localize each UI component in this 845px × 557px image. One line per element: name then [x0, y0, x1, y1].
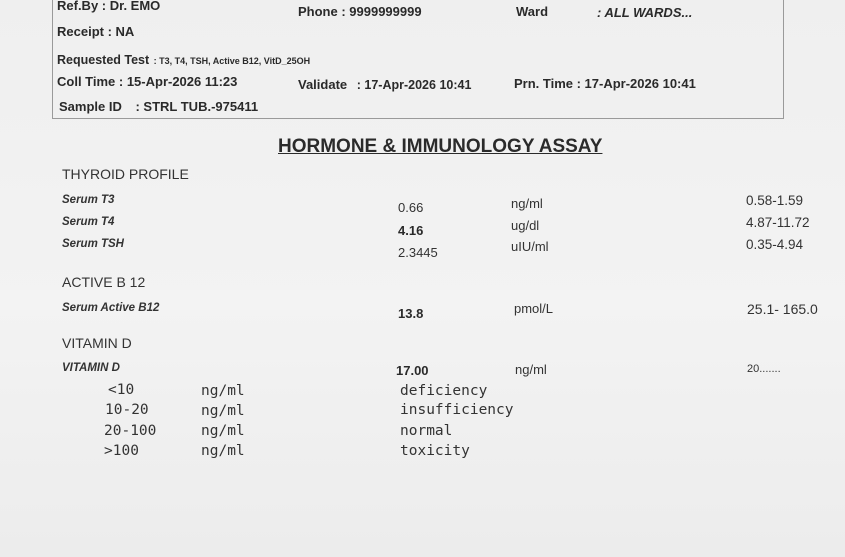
coll-time: Coll Time : 15-Apr-2026 11:23 — [57, 74, 238, 89]
phone: Phone : 9999999999 — [298, 4, 422, 19]
interp-range: >100 — [104, 443, 139, 459]
test-unit: pmol/L — [514, 301, 554, 316]
interp-unit: ng/ml — [201, 403, 245, 419]
receipt: Receipt : NA — [57, 24, 135, 39]
section-heading-thyroid: THYROID PROFILE — [62, 166, 189, 182]
test-ref-range: 0.35-4.94 — [746, 237, 804, 252]
sample-id — [59, 99, 258, 114]
test-value: 0.66 — [398, 200, 424, 215]
sample-id-label: Sample ID — [59, 99, 122, 114]
test-name: Serum Active B12 — [62, 302, 160, 314]
validate-label: Validate — [298, 77, 348, 92]
report-title: HORMONE & IMMUNOLOGY ASSAY — [278, 136, 603, 157]
test-unit: uIU/ml — [511, 239, 549, 254]
section-heading-vitd: VITAMIN D — [62, 335, 132, 351]
test-ref-range: 4.87-11.72 — [746, 215, 810, 230]
test-name: Serum TSH — [62, 238, 124, 250]
requested-test — [57, 51, 310, 69]
interp-range: 10-20 — [105, 402, 149, 418]
interp-label: normal — [400, 423, 453, 439]
test-ref-range: 25.1- 165.0 — [747, 301, 818, 317]
test-name: Serum T4 — [62, 216, 115, 228]
test-unit: ng/ml — [511, 196, 543, 211]
interp-range: <10 — [108, 382, 135, 398]
test-value: 2.3445 — [398, 245, 438, 260]
interp-label: toxicity — [400, 443, 470, 459]
ref-by: Ref.By : Dr. EMO — [57, 0, 161, 13]
requested-test-value: : T3, T4, TSH, Active B12, VitD_25OH — [153, 56, 311, 66]
section-heading-b12: ACTIVE B 12 — [62, 274, 146, 290]
interp-unit: ng/ml — [201, 423, 245, 439]
test-value: 4.16 — [398, 223, 424, 238]
interp-unit: ng/ml — [201, 443, 245, 459]
ward-label: Ward — [516, 4, 549, 19]
test-value: 17.00 — [396, 363, 429, 378]
test-name: VITAMIN D — [62, 362, 120, 371]
interp-label: insufficiency — [400, 402, 514, 418]
test-unit: ng/ml — [515, 362, 547, 377]
ward-value: : ALL WARDS... — [597, 5, 693, 20]
test-name: Serum T3 — [62, 194, 115, 206]
test-value: 13.8 — [398, 306, 424, 321]
interp-label: deficiency — [400, 383, 488, 399]
validate — [298, 77, 471, 92]
interp-range: 20-100 — [104, 423, 157, 439]
requested-test-label: Requested Test — [57, 53, 150, 67]
prn-time: Prn. Time : 17-Apr-2026 10:41 — [514, 76, 696, 91]
validate-value: : 17-Apr-2026 10:41 — [356, 78, 472, 92]
sample-id-value: : STRL TUB.-975411 — [135, 99, 259, 114]
test-unit: ug/dl — [511, 218, 540, 233]
interp-unit: ng/ml — [201, 383, 245, 399]
test-ref-range: 20....... — [747, 363, 781, 372]
test-ref-range: 0.58-1.59 — [746, 193, 804, 208]
